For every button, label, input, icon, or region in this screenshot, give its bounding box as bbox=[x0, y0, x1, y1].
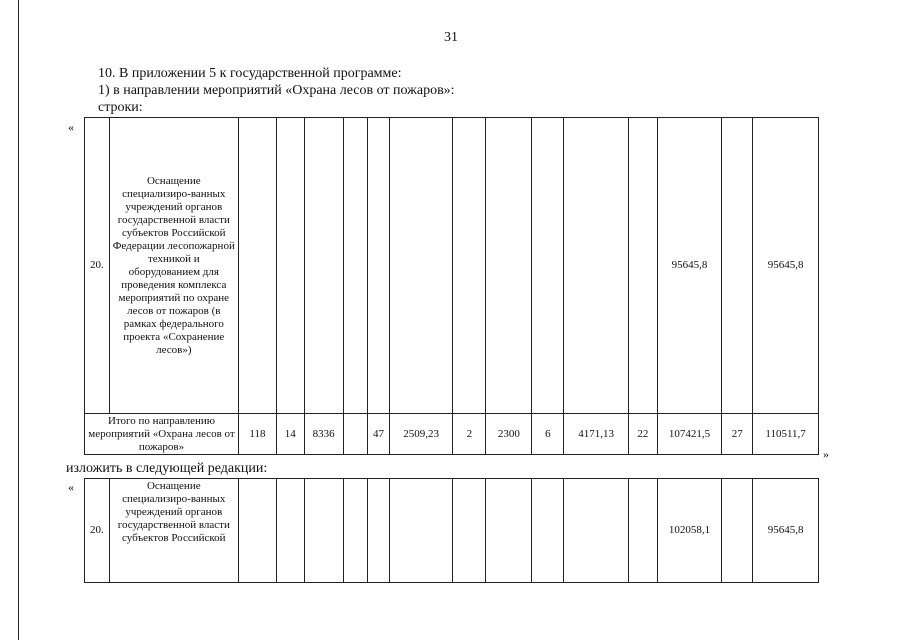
cell bbox=[453, 479, 486, 583]
cell: 95645,8 bbox=[753, 479, 819, 583]
amendment-heading: 10. В приложении 5 к государственной программе: bbox=[98, 66, 402, 81]
cell bbox=[343, 118, 368, 414]
cell bbox=[486, 118, 532, 414]
cell bbox=[389, 118, 453, 414]
cell bbox=[628, 118, 657, 414]
amendment-subheading: 1) в направлении мероприятий «Охрана лесов от пожаров»: bbox=[98, 83, 455, 98]
cell: 2509,23 bbox=[389, 414, 453, 455]
close-quote-1: » bbox=[823, 447, 829, 461]
table-row bbox=[85, 479, 819, 583]
cell bbox=[389, 479, 453, 583]
cell bbox=[304, 479, 343, 583]
page-number: 31 bbox=[444, 30, 458, 45]
cell: 47 bbox=[368, 414, 390, 455]
cell bbox=[486, 479, 532, 583]
cell: 2300 bbox=[486, 414, 532, 455]
cell: 107421,5 bbox=[657, 414, 722, 455]
row-name-cell bbox=[109, 479, 238, 583]
cell bbox=[368, 479, 390, 583]
cell bbox=[722, 118, 753, 414]
cell bbox=[276, 118, 304, 414]
cell bbox=[304, 118, 343, 414]
cell: 14 bbox=[276, 414, 304, 455]
open-quote-1: « bbox=[68, 120, 74, 134]
cell bbox=[564, 118, 629, 414]
cell bbox=[628, 479, 657, 583]
cell: 4171,13 bbox=[564, 414, 629, 455]
table-new bbox=[84, 478, 819, 583]
cell bbox=[343, 414, 368, 455]
cell: 2 bbox=[453, 414, 486, 455]
table-row bbox=[85, 118, 819, 414]
cell bbox=[453, 118, 486, 414]
total-label: Итого по направлению мероприятий «Охрана лесов от пожаров» bbox=[85, 414, 239, 455]
cell: 6 bbox=[532, 414, 564, 455]
cell: 8336 bbox=[304, 414, 343, 455]
rows-label: строки: bbox=[98, 100, 143, 115]
row-number: 20. bbox=[85, 118, 110, 414]
row-name: Оснащение специализиро-ванных учреждений органов государственной власти субъектов Российской Федерации лесопожарной техникой и оборудованием для проведения комплекса мероприятий по охране лесов от пожаров (в рамках федерального проекта «Сохранение лесов») bbox=[109, 118, 238, 414]
table-row-total bbox=[85, 414, 819, 455]
cell bbox=[564, 479, 629, 583]
cell: 27 bbox=[722, 414, 753, 455]
row-name: Оснащение специализиро-ванных учреждений органов государственной власти субъектов Российской bbox=[117, 480, 230, 544]
cell bbox=[532, 118, 564, 414]
cell bbox=[722, 479, 753, 583]
cell: 118 bbox=[238, 414, 276, 455]
cell: 22 bbox=[628, 414, 657, 455]
replacement-label: изложить в следующей редакции: bbox=[66, 461, 268, 476]
cell bbox=[368, 118, 390, 414]
open-quote-2: « bbox=[68, 480, 74, 494]
cell bbox=[343, 479, 368, 583]
row-number: 20. bbox=[85, 479, 110, 583]
cell bbox=[532, 479, 564, 583]
cell: 95645,8 bbox=[753, 118, 819, 414]
cell bbox=[276, 479, 304, 583]
cell bbox=[238, 118, 276, 414]
page-left-border bbox=[18, 0, 19, 640]
cell: 110511,7 bbox=[753, 414, 819, 455]
cell: 102058,1 bbox=[657, 479, 722, 583]
cell: 95645,8 bbox=[657, 118, 722, 414]
table-old bbox=[84, 117, 819, 455]
cell bbox=[238, 479, 276, 583]
